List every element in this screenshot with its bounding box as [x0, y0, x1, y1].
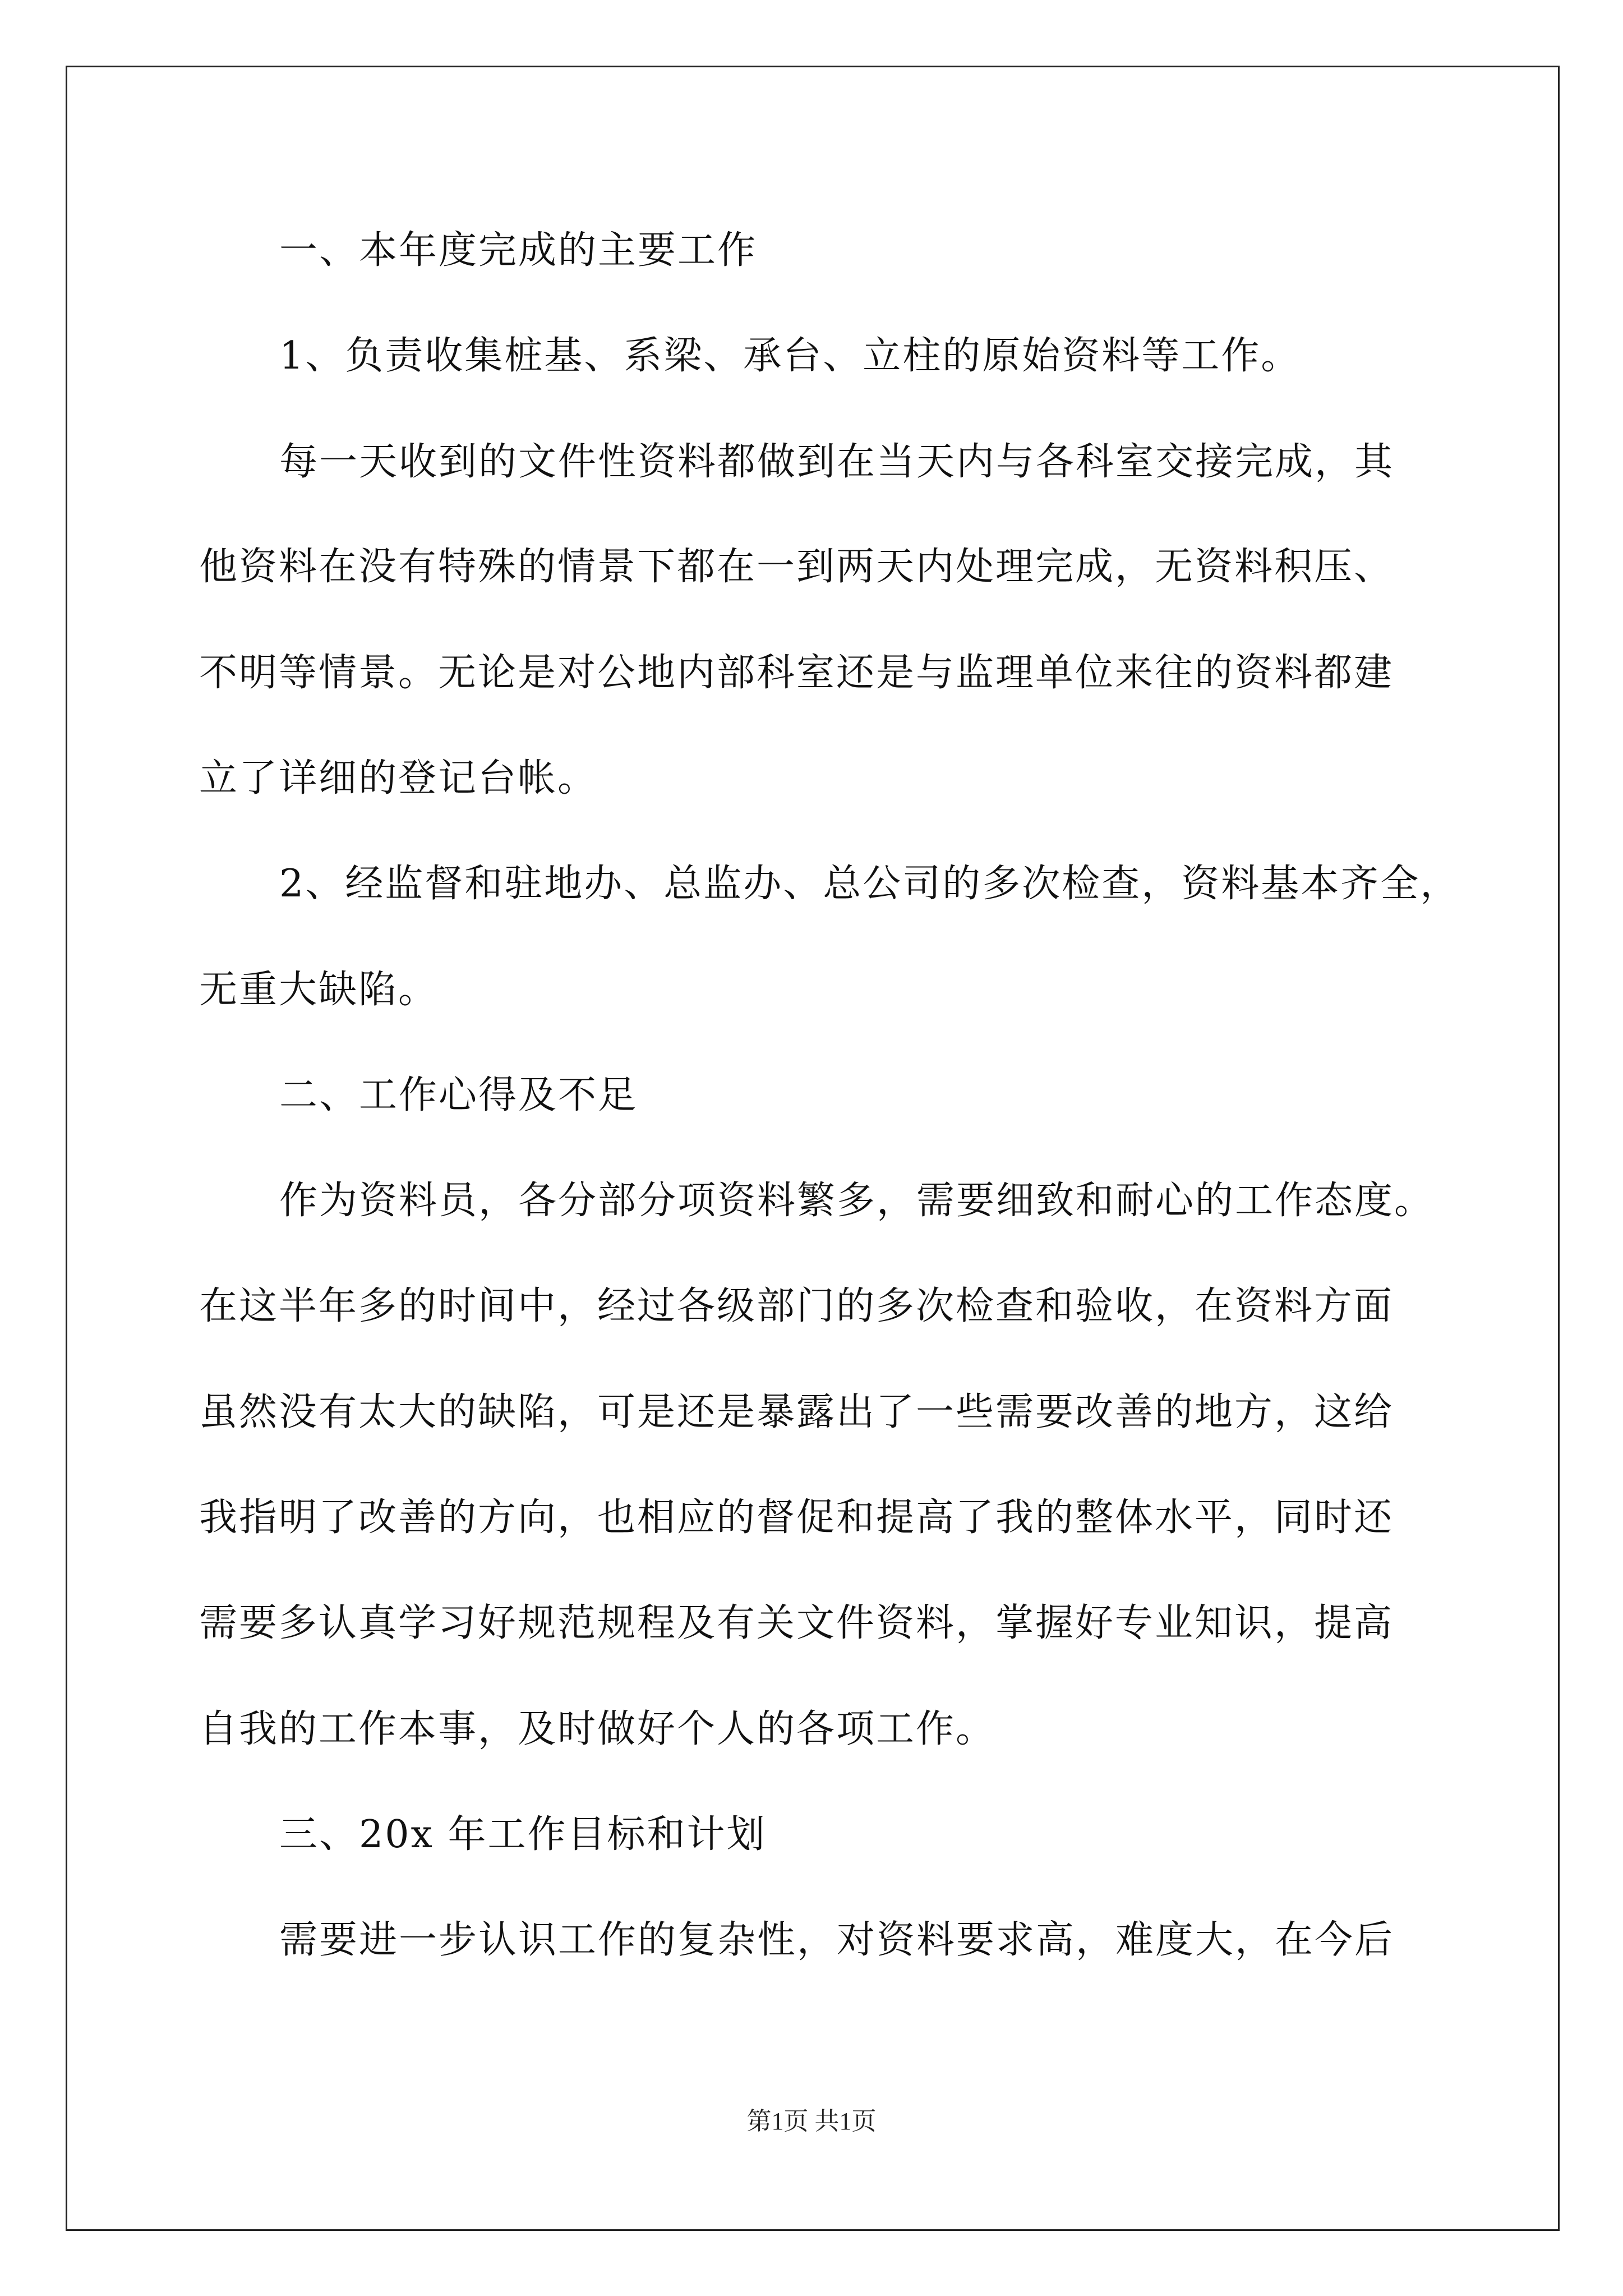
paragraph-line: 我指明了改善的方向，也相应的督促和提高了我的整体水平，同时还 [199, 1496, 1394, 1540]
paragraph-line: 他资料在没有特殊的情景下都在一到两天内处理完成，无资料积压、 [199, 545, 1394, 589]
paragraph-line: 不明等情景。无论是对公地内部科室还是与监理单位来往的资料都建 [199, 651, 1394, 695]
paragraph-line: 立了详细的登记台帐。 [199, 756, 598, 800]
paragraph-line: 需要多认真学习好规范规程及有关文件资料，掌握好专业知识，提高 [199, 1601, 1394, 1645]
paragraph-line: 在这半年多的时间中，经过各级部门的多次检查和验收，在资料方面 [199, 1284, 1394, 1328]
page-border [66, 66, 1560, 2231]
paragraph-line: 需要进一步认识工作的复杂性，对资料要求高，难度大，在今后 [279, 1918, 1395, 1962]
section-heading-2: 二、工作心得及不足 [279, 1073, 638, 1117]
paragraph-line: 1、负责收集桩基、系梁、承台、立柱的原始资料等工作。 [279, 334, 1301, 378]
paragraph-line: 每一天收到的文件性资料都做到在当天内与各科室交接完成，其 [279, 440, 1395, 484]
paragraph-line: 虽然没有太大的缺陷，可是还是暴露出了一些需要改善的地方，这给 [199, 1390, 1394, 1434]
paragraph-line: 无重大缺陷。 [199, 968, 439, 1012]
section-heading-3: 三、20x 年工作目标和计划 [279, 1812, 767, 1857]
paragraph-line: 作为资料员，各分部分项资料繁多，需要细致和耐心的工作态度。 [279, 1179, 1435, 1223]
page-number-footer: 第1页 共1页 [746, 2108, 877, 2135]
paragraph-line: 2、经监督和驻地办、总监办、总公司的多次检查，资料基本齐全， [279, 862, 1460, 906]
section-heading-1: 一、本年度完成的主要工作 [279, 228, 758, 273]
paragraph-line: 自我的工作本事，及时做好个人的各项工作。 [199, 1707, 996, 1751]
